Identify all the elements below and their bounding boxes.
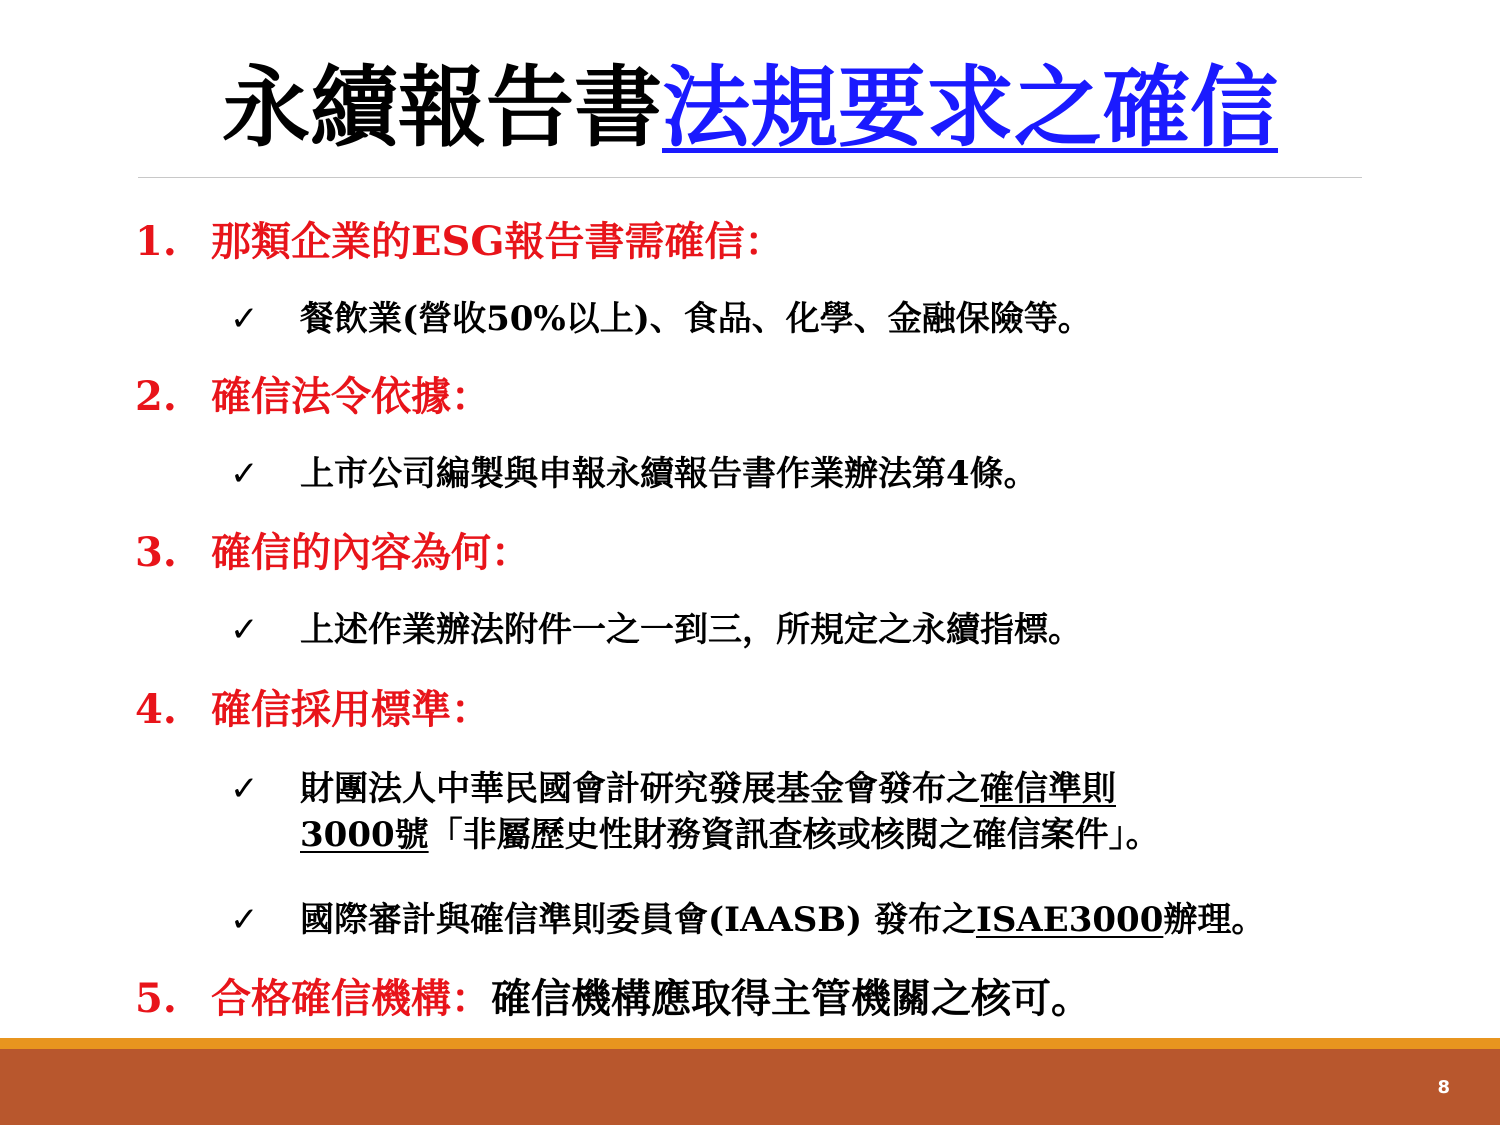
check-icon: ✓ bbox=[230, 900, 259, 940]
item-heading: 確信採用標準： bbox=[211, 686, 491, 733]
item-4 bbox=[135, 685, 491, 735]
item-2 bbox=[135, 372, 491, 422]
item-heading: 確信法令依據： bbox=[211, 373, 491, 420]
item-tail-text: 確信機構應取得主管機關之核可。 bbox=[491, 975, 1091, 1022]
footer-accent-bar bbox=[0, 1038, 1500, 1049]
item-number: 2. bbox=[135, 373, 177, 420]
title-part-1: 永續報告書 bbox=[221, 55, 662, 159]
item-number: 1. bbox=[135, 218, 177, 265]
title-divider bbox=[138, 177, 1362, 178]
check-icon: ✓ bbox=[230, 454, 259, 494]
item-heading: 合格確信機構： bbox=[211, 975, 491, 1022]
footer-bar bbox=[0, 1049, 1500, 1125]
bullet-text-post: 「非屬歷史性財務資訊查核或核閱之確信案件」。 bbox=[428, 815, 1160, 855]
item-number: 5. bbox=[135, 975, 177, 1022]
isae-underlined: ISAE3000 bbox=[975, 900, 1164, 940]
bullet-text: 餐飲業(營收50%以上)、食品、化學、金融保險等。 bbox=[300, 299, 1092, 339]
bullet-text: 上述作業辦法附件一之一到三，所規定之永續指標。 bbox=[300, 610, 1082, 650]
bullet-text: 上市公司編製與申報永續報告書作業辦法第4條。 bbox=[300, 454, 1038, 494]
item-heading: 那類企業的ESG報告書需確信： bbox=[211, 218, 785, 265]
page-number: 8 bbox=[1437, 1077, 1450, 1098]
check-icon: ✓ bbox=[230, 769, 259, 809]
bullet-text-pre: 國際審計與確信準則委員會(IAASB) 發布之 bbox=[300, 900, 976, 940]
bullet-text-pre: 財團法人中華民國會計研究發展基金會發布之 bbox=[300, 769, 980, 809]
check-icon: ✓ bbox=[230, 299, 259, 339]
bullet-text-post: 辦理。 bbox=[1163, 900, 1266, 940]
standard-name-underlined-2: 3000號 bbox=[300, 815, 429, 855]
page-title bbox=[0, 52, 1500, 162]
bullet-text bbox=[300, 897, 1265, 943]
item-5 bbox=[135, 974, 1091, 1024]
standard-name-underlined-1: 確信準則 bbox=[980, 769, 1116, 809]
item-1 bbox=[135, 217, 785, 267]
item-number: 3. bbox=[135, 529, 177, 576]
item-3 bbox=[135, 528, 531, 578]
item-number: 4. bbox=[135, 686, 177, 733]
bullet-text bbox=[300, 766, 1160, 858]
title-part-2: 法規要求之確信 bbox=[662, 55, 1279, 159]
check-icon: ✓ bbox=[230, 610, 259, 650]
item-heading: 確信的內容為何： bbox=[211, 529, 531, 576]
